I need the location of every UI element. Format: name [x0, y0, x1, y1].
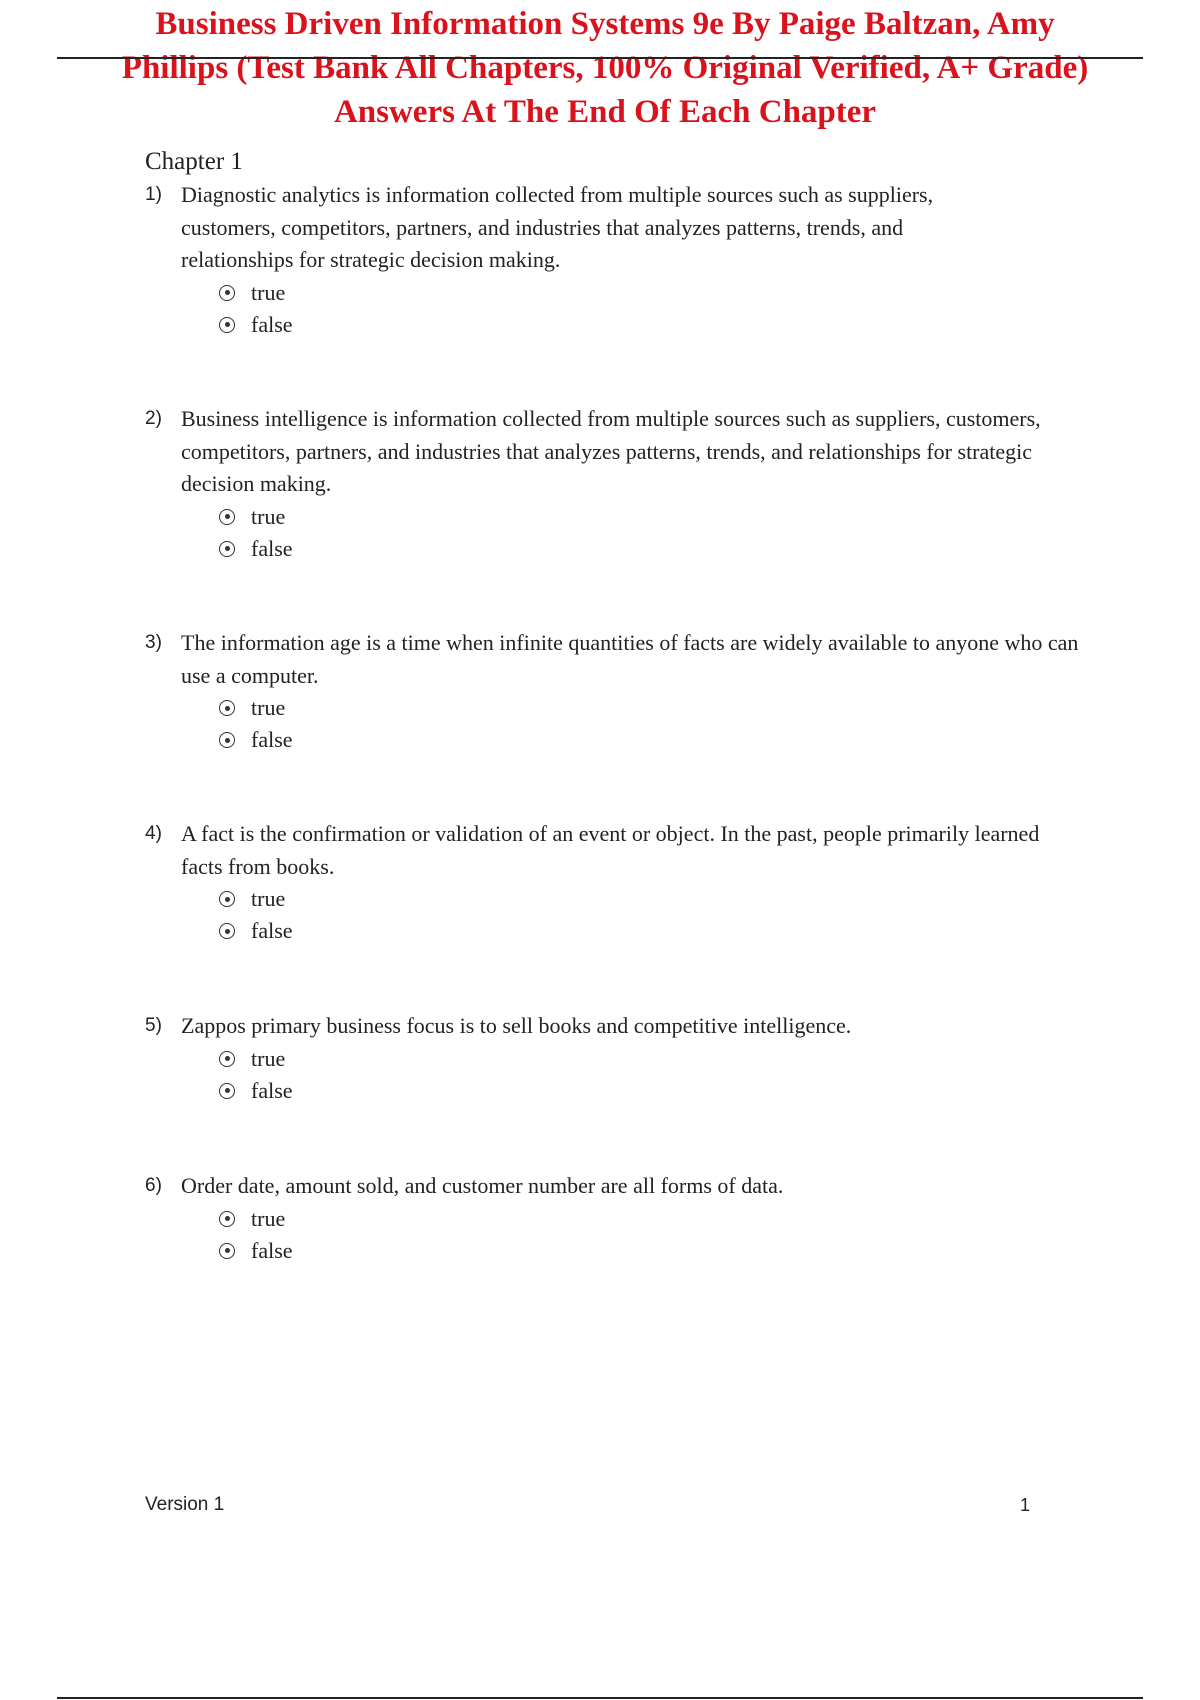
- option-false[interactable]: [219, 915, 1105, 947]
- option-label: false: [251, 535, 293, 561]
- answer-options: [219, 501, 1105, 565]
- footer-page-number: 1: [1019, 1495, 1030, 1515]
- title-line-2: Phillips (Test Bank All Chapters, 100% Original Verified, A+ Grade): [121, 50, 1089, 86]
- radio-button-icon[interactable]: [219, 285, 235, 301]
- radio-button-icon[interactable]: [219, 732, 235, 748]
- question-text: Diagnostic analytics is information collected from multiple sources such as suppliers, customers, competitors, partners, and industries that analyzes patterns, trends, and relationships for strategic decision making.: [181, 182, 934, 272]
- radio-button-icon[interactable]: [219, 1051, 235, 1067]
- answer-options: [219, 883, 1105, 947]
- question-number: 4): [145, 823, 162, 844]
- question-text: A fact is the confirmation or validation of an event or object. In the past, people primarily learned facts from books.: [181, 821, 1040, 879]
- radio-button-icon[interactable]: [219, 1211, 235, 1227]
- question-4: [145, 818, 1105, 947]
- option-label: false: [251, 311, 293, 337]
- title-line-3: Answers At The End Of Each Chapter: [333, 94, 877, 130]
- header-rule: [57, 57, 1143, 59]
- question-number: 3): [145, 632, 162, 653]
- option-label: true: [251, 1205, 286, 1231]
- question-6: [145, 1170, 1105, 1267]
- document-title: [40, 2, 1170, 134]
- answer-options: [219, 277, 1105, 341]
- radio-button-icon[interactable]: [219, 317, 235, 333]
- answer-options: [219, 1203, 1105, 1267]
- option-label: false: [251, 727, 293, 752]
- radio-button-icon[interactable]: [219, 509, 235, 525]
- option-true[interactable]: [219, 501, 1105, 533]
- radio-button-icon[interactable]: [219, 891, 235, 907]
- option-label: true: [251, 695, 286, 720]
- answer-options: [219, 692, 1105, 756]
- option-false[interactable]: [219, 724, 1105, 756]
- option-label: false: [251, 1237, 293, 1263]
- option-label: false: [251, 1077, 293, 1103]
- title-line-1: Business Driven Information Systems 9e By Paige Baltzan, Amy: [155, 6, 1055, 42]
- radio-button-icon[interactable]: [219, 1083, 235, 1099]
- question-text: Order date, amount sold, and customer number are all forms of data.: [181, 1173, 784, 1198]
- option-true[interactable]: [219, 883, 1105, 915]
- question-text: The information age is a time when infinite quantities of facts are widely available to anyone who can use a computer.: [181, 630, 1079, 688]
- question-3: [145, 627, 1105, 756]
- option-label: true: [251, 886, 286, 911]
- option-false[interactable]: [219, 533, 1105, 565]
- question-text: Business intelligence is information collected from multiple sources such as suppliers, customers, competitors, partners, and industries that analyzes patterns, trends, and relationships for strategic decision making.: [181, 406, 1041, 496]
- question-number: 5): [145, 1015, 162, 1036]
- question-number: 1): [145, 184, 162, 205]
- chapter-heading: Chapter 1: [145, 148, 243, 175]
- question-number: 6): [145, 1175, 162, 1196]
- footer-version: Version 1: [145, 1494, 225, 1515]
- option-false[interactable]: [219, 1075, 1105, 1107]
- option-true[interactable]: [219, 277, 1105, 309]
- question-text: Zappos primary business focus is to sell books and competitive intelligence.: [181, 1013, 852, 1038]
- option-true[interactable]: [219, 1043, 1105, 1075]
- radio-button-icon[interactable]: [219, 541, 235, 557]
- option-label: true: [251, 279, 286, 305]
- question-1: [145, 179, 1105, 341]
- option-false[interactable]: [219, 309, 1105, 341]
- radio-button-icon[interactable]: [219, 1243, 235, 1259]
- radio-button-icon[interactable]: [219, 923, 235, 939]
- option-false[interactable]: [219, 1235, 1105, 1267]
- footer-rule: [57, 1697, 1143, 1699]
- question-number: 2): [145, 408, 162, 429]
- answer-options: [219, 1043, 1105, 1107]
- option-label: true: [251, 1045, 286, 1071]
- question-5: [145, 1010, 1105, 1107]
- radio-button-icon[interactable]: [219, 700, 235, 716]
- option-label: false: [251, 918, 293, 943]
- question-2: [145, 403, 1105, 565]
- option-label: true: [251, 503, 286, 529]
- option-true[interactable]: [219, 692, 1105, 724]
- option-true[interactable]: [219, 1203, 1105, 1235]
